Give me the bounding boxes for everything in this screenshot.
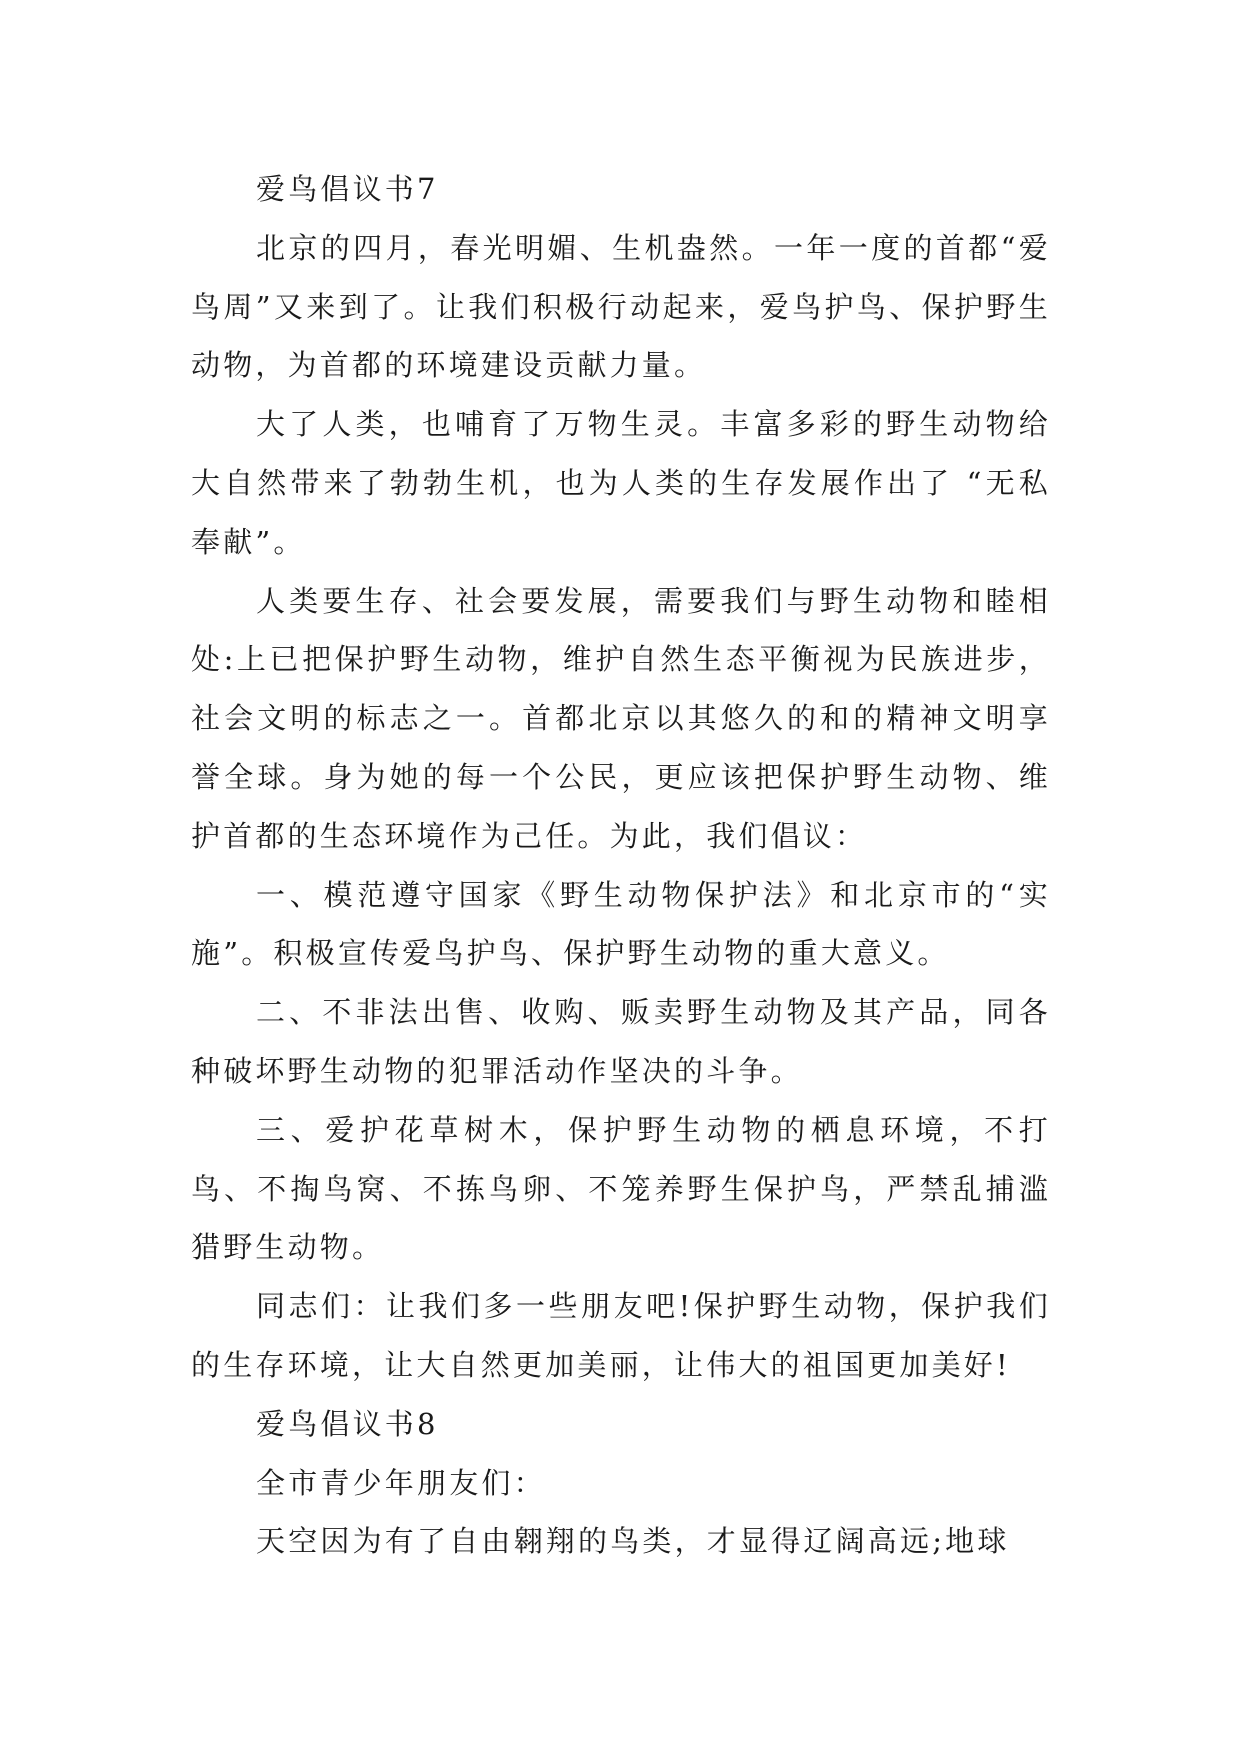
document-page [191, 160, 1051, 1571]
paragraph-sky: 天空因为有了自由翱翔的鸟类，才显得辽阔高远;地球 [256, 1524, 1010, 1559]
paragraph-proposal-3: 三、爱护花草树木，保护野生动物的栖息环境，不打鸟、不掏鸟窝、不拣鸟卵、不笼养野生保护鸟，严禁乱捕滥猎野生动物。 [191, 1112, 1051, 1265]
paragraph-proposal-2: 二、不非法出售、收购、贩卖野生动物及其产品，同各种破坏野生动物的犯罪活动作坚决的斗争。 [191, 995, 1051, 1088]
paragraph-nature: 大了人类，也哺育了万物生灵。丰富多彩的野生动物给大自然带来了勃勃生机，也为人类的生存发展作出了 “无私奉献”。 [191, 407, 1051, 559]
salutation: 全市青少年朋友们： [256, 1465, 546, 1500]
paragraph-society: 人类要生存、社会要发展，需要我们与野生动物和睦相处:上已把保护野生动物，维护自然生态平衡视为民族进步，社会文明的标志之一。首都北京以其悠久的和的精神文明享誉全球。身为她的每一个公民，更应该把保护野生动物、维护首都的生态环境作为己任。为此，我们倡议： [191, 583, 1051, 853]
paragraph-closing: 同志们：让我们多一些朋友吧!保护野生动物，保护我们的生存环境，让大自然更加美丽，让伟大的祖国更加美好! [191, 1289, 1051, 1382]
paragraph-intro: 北京的四月，春光明媚、生机盎然。一年一度的首都“爱鸟周”又来到了。让我们积极行动起来，爱鸟护鸟、保护野生动物，为首都的环境建设贡献力量。 [191, 230, 1051, 383]
section-title-8: 爱鸟倡议书8 [256, 1406, 439, 1441]
section-title-7: 爱鸟倡议书7 [256, 172, 439, 206]
paragraph-proposal-1: 一、模范遵守国家《野生动物保护法》和北京市的“实施”。积极宣传爱鸟护鸟、保护野生动物的重大意义。 [191, 877, 1051, 971]
